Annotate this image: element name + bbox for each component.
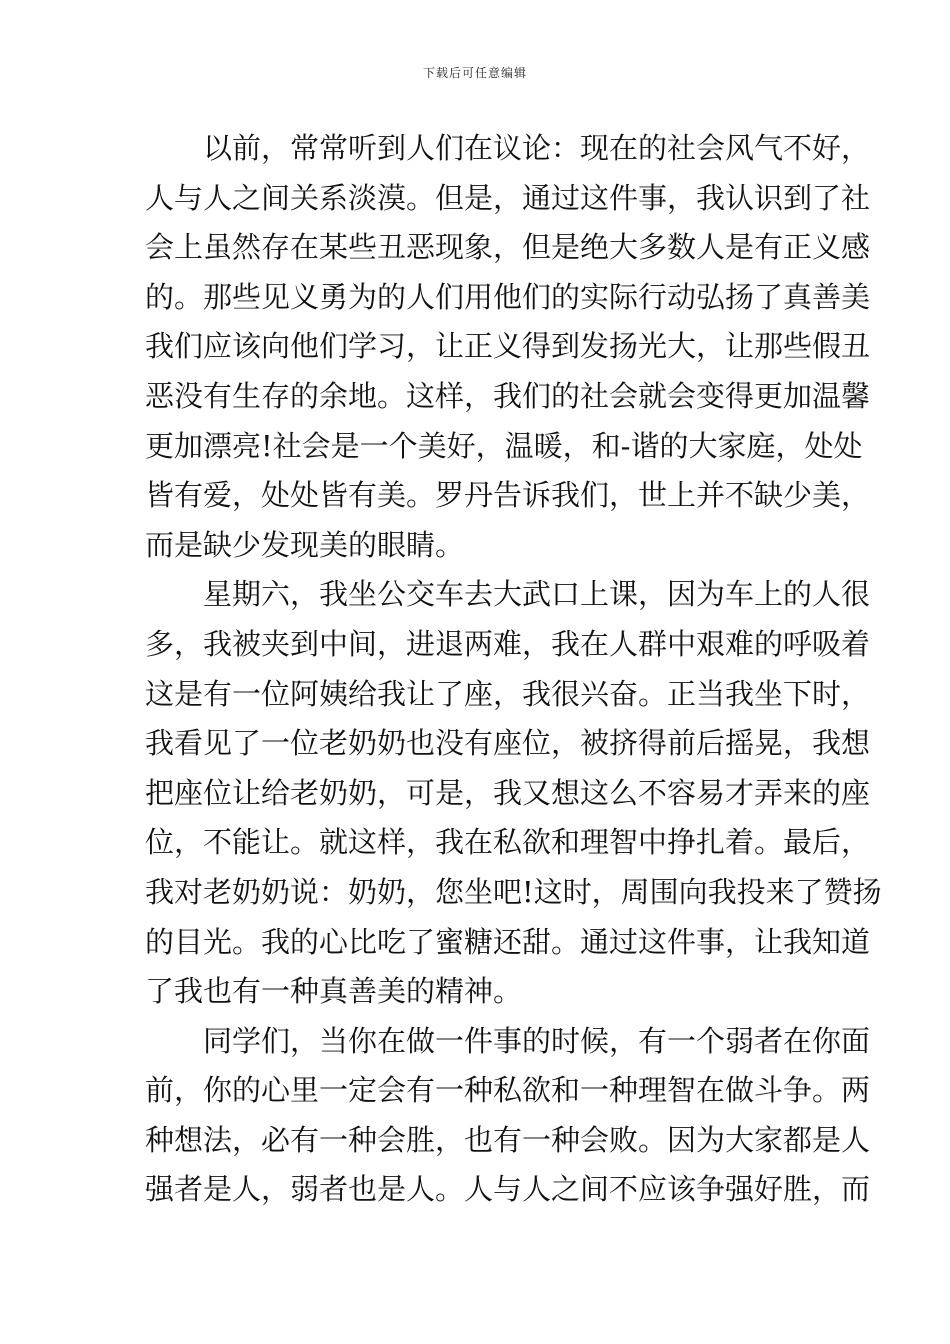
text-line: 强者是人，弱者也是人。人与人之间不应该争强好胜，而 [145,1172,871,1207]
text-line: 的目光。我的心比吃了蜜糖还甜。通过这件事，让我知道 [145,924,871,959]
paragraph-3 [145,1017,871,1215]
text-line: 我看见了一位老奶奶也没有座位，被挤得前后摇晃，我想 [145,726,871,761]
text-line: 恶没有生存的余地。这样，我们的社会就会变得更加温馨 [145,378,871,413]
document-body [145,124,882,1215]
text-line: 了我也有一种真善美的精神。 [145,974,523,1009]
text-line: 皆有爱，处处皆有美。罗丹告诉我们，世上并不缺少美， [145,478,871,513]
text-line: 而是缺少发现美的眼睛。 [145,527,465,562]
text-line: 前，你的心里一定会有一种私欲和一种理智在做斗争。两 [145,1073,871,1108]
text-line: 这是有一位阿姨给我让了座，我很兴奋。正当我坐下时， [145,676,871,711]
text-line: 的。那些见义勇为的人们用他们的实际行动弘扬了真善美 [145,279,871,314]
text-line: 会上虽然存在某些丑恶现象，但是绝大多数人是有正义感 [145,230,871,265]
paragraph-1 [145,124,871,570]
page-header: 下载后可任意编辑 [422,66,527,80]
text-line: 以前，常常听到人们在议论：现在的社会风气不好， [203,131,871,165]
text-line: 更加漂亮!社会是一个美好，温暖，和-谐的大家庭，处处 [145,428,863,463]
text-line: 人与人之间关系淡漠。但是，通过这件事，我认识到了社 [145,180,871,215]
text-line: 我对老奶奶说：奶奶，您坐吧!这时，周围向我投来了赞扬 [145,874,882,909]
text-line: 位，不能让。就这样，我在私欲和理智中挣扎着。最后， [145,825,871,860]
text-line: 种想法，必有一种会胜，也有一种会败。因为大家都是人 [145,1122,871,1157]
text-line: 把座位让给老奶奶，可是，我又想这么不容易才弄来的座 [145,775,871,810]
text-line: 我们应该向他们学习，让正义得到发扬光大，让那些假丑 [145,329,871,364]
text-line: 星期六，我坐公交车去大武口上课，因为车上的人很 [203,577,871,612]
text-line: 同学们，当你在做一件事的时候，有一个弱者在你面 [203,1023,871,1058]
paragraph-2 [145,570,882,1016]
text-line: 多，我被夹到中间，进退两难，我在人群中艰难的呼吸着 [145,626,871,661]
